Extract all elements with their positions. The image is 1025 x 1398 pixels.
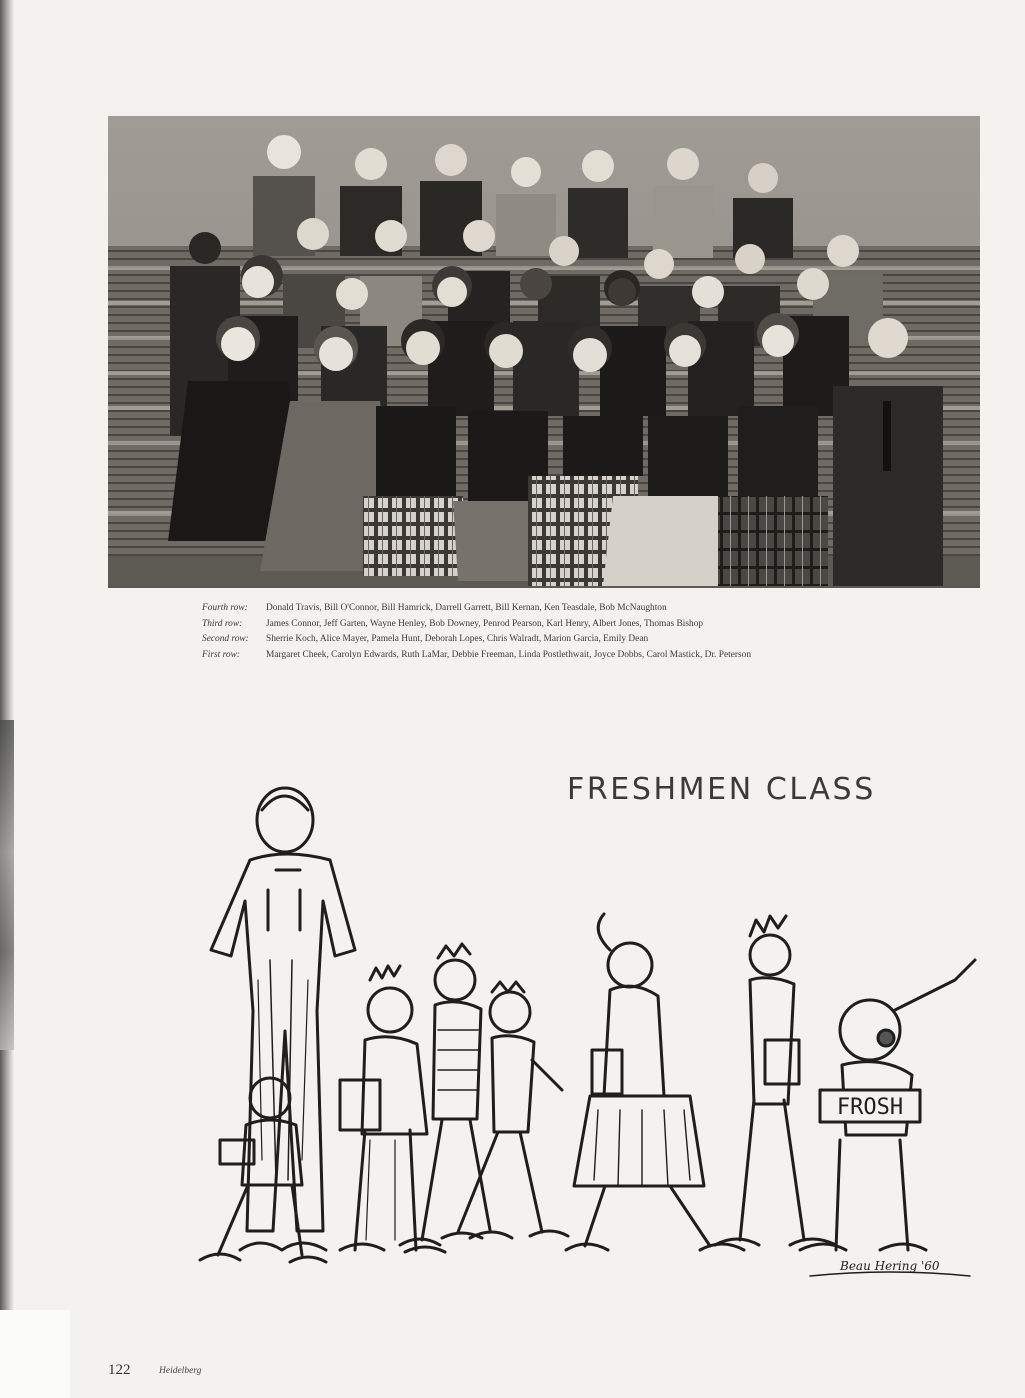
caption-row-fourth [202, 601, 902, 617]
girl-ponytail-figure [566, 914, 744, 1250]
publication-name: Heidelberg [159, 1366, 202, 1376]
caption-row-second [202, 632, 902, 648]
section-title: FRESHMEN CLASS [567, 772, 876, 807]
binding-edge [0, 0, 14, 1310]
frosh-sign-text: FROSH [836, 1095, 904, 1120]
caption-row-label: Second row: [202, 634, 249, 645]
photo-caption [202, 601, 902, 663]
caption-row-names: Margaret Cheek, Carolyn Edwards, Ruth LaMar, Debbie Freeman, Linda Postlethwait, Joyce Dobbs, Carol Mastick, Dr. Peterson [266, 649, 752, 660]
cartoon-drawing [180, 780, 980, 1300]
caption-row-label: Third row: [202, 618, 243, 629]
small-boy-figure [200, 1078, 326, 1262]
caption-row-first [202, 648, 902, 664]
page-corner [0, 1310, 70, 1398]
frosh-clown-figure [800, 960, 975, 1250]
freshmen-cartoon [180, 780, 980, 1300]
tall-hair-boy-figure [715, 916, 836, 1245]
caption-row-names: Sherrie Koch, Alice Mayer, Pamela Hunt, Deborah Lopes, Chris Walradt, Marion Garcia, Emily Dean [266, 634, 649, 645]
artist-signature: Beau Hering '60 [840, 1259, 940, 1273]
tall-boy-figure [211, 788, 355, 1250]
binding-shadow [0, 720, 14, 1050]
class-photo [108, 116, 980, 588]
class-photo-image [108, 116, 980, 588]
walking-boy-figure [442, 982, 568, 1238]
caption-row-names: James Connor, Jeff Garten, Wayne Henley, Bob Downey, Penrod Pearson, Karl Henry, Albert Jones, Thomas Bishop [266, 618, 704, 629]
caption-row-label: Fourth row: [202, 603, 248, 613]
page-number: 122 [108, 1362, 131, 1378]
caption-row-names: Donald Travis, Bill O'Connor, Bill Hamrick, Darrell Garrett, Bill Kernan, Ken Teasdale, Bob McNaughton [266, 603, 667, 613]
caption-row-label: First row: [202, 649, 240, 660]
caption-row-third [202, 617, 902, 633]
boy-with-books-figure [340, 966, 445, 1252]
